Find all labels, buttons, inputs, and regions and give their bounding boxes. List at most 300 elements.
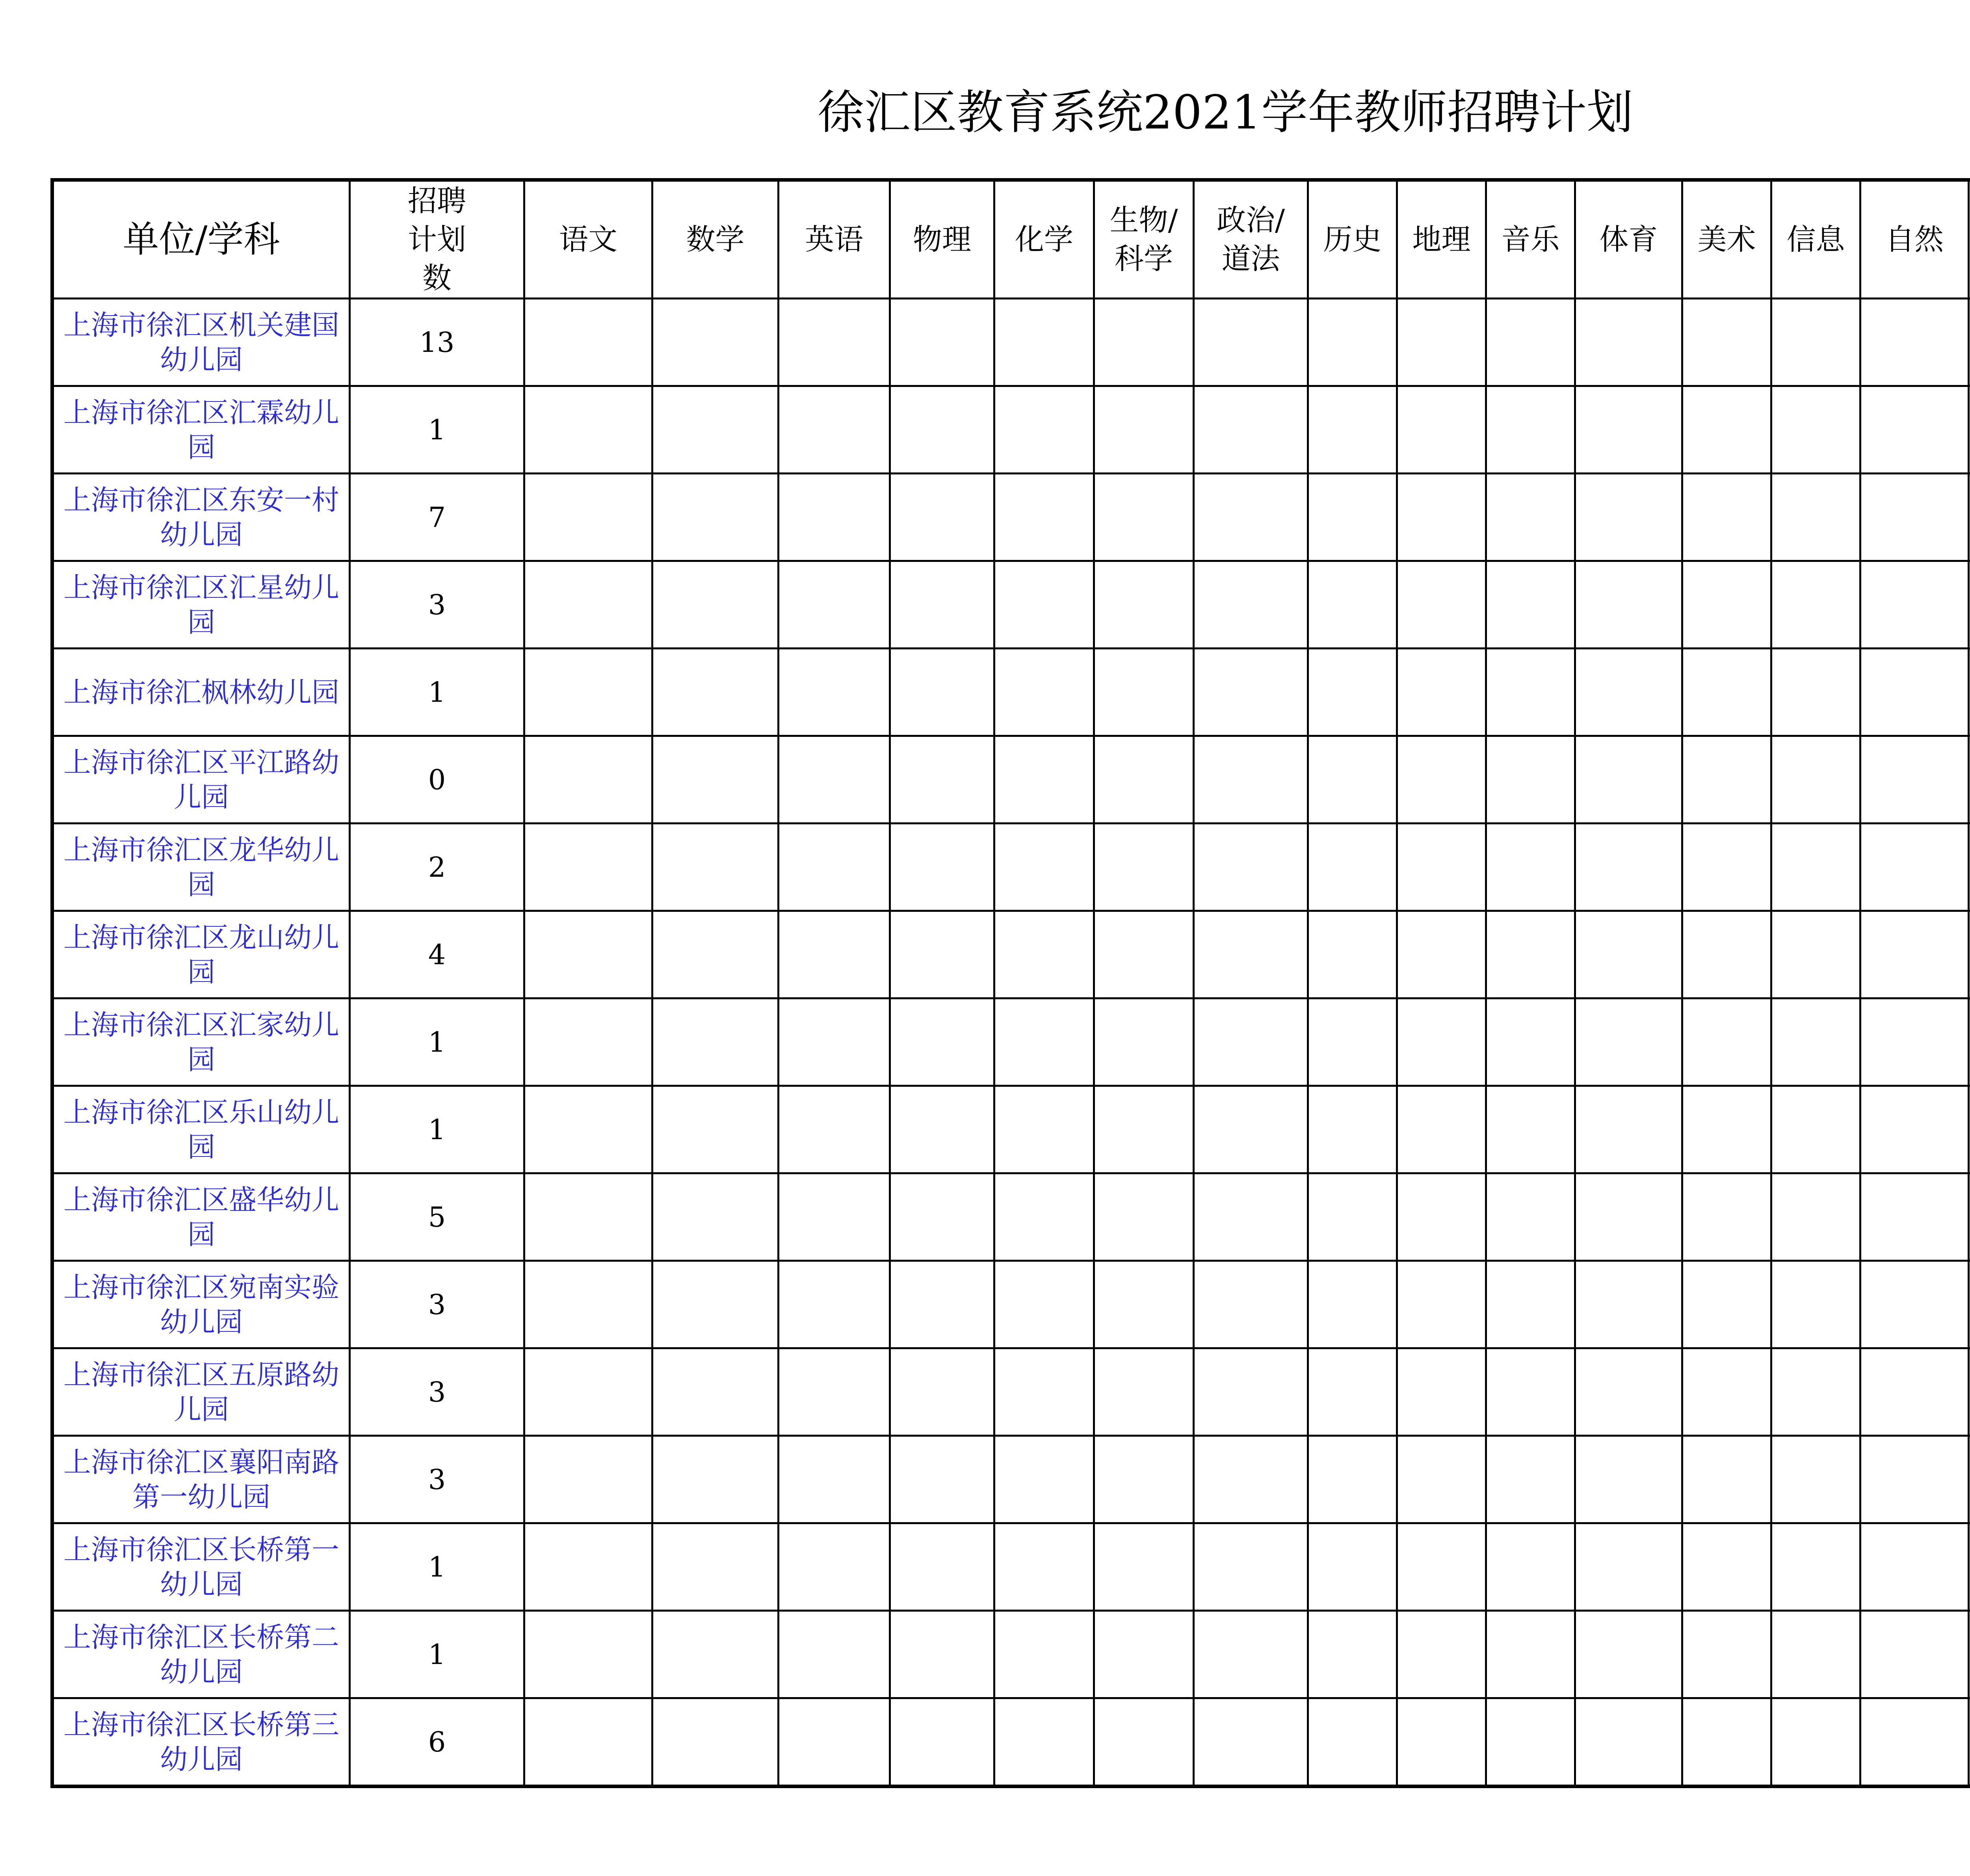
subject-cell-4	[994, 1698, 1094, 1787]
subject-cell-12	[1771, 736, 1860, 824]
subject-cell-9	[1486, 474, 1575, 561]
table-row	[52, 1261, 1970, 1348]
subject-cell-11	[1682, 1523, 1771, 1611]
subject-cell-9	[1486, 1523, 1575, 1611]
subject-cell-0	[524, 1261, 652, 1348]
subject-cell-14	[1969, 736, 1970, 824]
subject-cell-3	[890, 736, 994, 824]
subject-cell-8	[1397, 386, 1486, 474]
subject-cell-1	[652, 299, 779, 386]
subject-cell-12	[1771, 1086, 1860, 1173]
subject-cell-3	[890, 299, 994, 386]
table-row	[52, 998, 1970, 1086]
subject-cell-7	[1308, 649, 1397, 736]
subject-cell-4	[994, 1436, 1094, 1523]
subject-header-4: 化学	[994, 180, 1094, 299]
subject-cell-2	[779, 1698, 890, 1787]
subject-cell-2	[779, 911, 890, 998]
subject-cell-12	[1771, 824, 1860, 911]
subject-cell-0	[524, 998, 652, 1086]
subject-cell-14	[1969, 1348, 1970, 1436]
subject-cell-14	[1969, 386, 1970, 474]
unit-name-cell: 上海市徐汇区龙华幼儿园	[52, 824, 350, 911]
table-row	[52, 1611, 1970, 1698]
subject-cell-14	[1969, 911, 1970, 998]
subject-cell-3	[890, 911, 994, 998]
subject-cell-12	[1771, 1698, 1860, 1787]
subject-cell-8	[1397, 1086, 1486, 1173]
subject-cell-11	[1682, 1173, 1771, 1261]
subject-cell-14	[1969, 1611, 1970, 1698]
subject-cell-9	[1486, 911, 1575, 998]
subject-cell-7	[1308, 1086, 1397, 1173]
subject-cell-4	[994, 998, 1094, 1086]
subject-cell-0	[524, 1348, 652, 1436]
subject-cell-6	[1194, 1086, 1308, 1173]
subject-cell-4	[994, 824, 1094, 911]
plan-count-header	[350, 180, 524, 299]
subject-cell-6	[1194, 911, 1308, 998]
subject-cell-12	[1771, 998, 1860, 1086]
subject-cell-2	[779, 474, 890, 561]
subject-cell-8	[1397, 474, 1486, 561]
subject-cell-4	[994, 1348, 1094, 1436]
subject-cell-2	[779, 299, 890, 386]
subject-cell-3	[890, 1436, 994, 1523]
subject-cell-1	[652, 1261, 779, 1348]
subject-cell-1	[652, 1086, 779, 1173]
subject-cell-10	[1575, 1086, 1682, 1173]
subject-cell-0	[524, 1086, 652, 1173]
subject-cell-12	[1771, 1436, 1860, 1523]
unit-name-cell: 上海市徐汇区襄阳南路第一幼儿园	[52, 1436, 350, 1523]
subject-cell-13	[1860, 386, 1969, 474]
subject-cell-0	[524, 299, 652, 386]
subject-cell-9	[1486, 1086, 1575, 1173]
subject-cell-13	[1860, 1173, 1969, 1261]
subject-header-11: 美术	[1682, 180, 1771, 299]
table-row	[52, 1086, 1970, 1173]
subject-cell-10	[1575, 824, 1682, 911]
plan-count-cell: 3	[350, 1436, 524, 1523]
subject-cell-7	[1308, 1523, 1397, 1611]
table-row	[52, 386, 1970, 474]
subject-cell-10	[1575, 1523, 1682, 1611]
subject-cell-13	[1860, 1261, 1969, 1348]
subject-cell-8	[1397, 1698, 1486, 1787]
subject-cell-7	[1308, 474, 1397, 561]
subject-header-8: 地理	[1397, 180, 1486, 299]
subject-cell-3	[890, 1523, 994, 1611]
subject-cell-10	[1575, 1698, 1682, 1787]
subject-cell-3	[890, 649, 994, 736]
table-row	[52, 736, 1970, 824]
subject-cell-7	[1308, 911, 1397, 998]
subject-cell-1	[652, 1698, 779, 1787]
subject-header-7: 历史	[1308, 180, 1397, 299]
subject-cell-5	[1094, 824, 1194, 911]
subject-cell-9	[1486, 824, 1575, 911]
subject-cell-14	[1969, 1436, 1970, 1523]
subject-header-14	[1969, 180, 1970, 299]
subject-cell-14	[1969, 561, 1970, 649]
subject-cell-9	[1486, 1436, 1575, 1523]
subject-cell-1	[652, 736, 779, 824]
subject-cell-14	[1969, 1261, 1970, 1348]
subject-cell-9	[1486, 1348, 1575, 1436]
plan-count-cell: 1	[350, 998, 524, 1086]
subject-cell-10	[1575, 1261, 1682, 1348]
subject-cell-5	[1094, 998, 1194, 1086]
subject-cell-12	[1771, 386, 1860, 474]
subject-cell-3	[890, 561, 994, 649]
subject-cell-5	[1094, 1523, 1194, 1611]
unit-name-cell: 上海市徐汇区汇家幼儿园	[52, 998, 350, 1086]
subject-cell-13	[1860, 824, 1969, 911]
subject-cell-10	[1575, 736, 1682, 824]
subject-cell-3	[890, 1611, 994, 1698]
subject-cell-9	[1486, 1611, 1575, 1698]
subject-cell-3	[890, 1698, 994, 1787]
subject-cell-8	[1397, 1173, 1486, 1261]
subject-cell-13	[1860, 649, 1969, 736]
subject-cell-0	[524, 649, 652, 736]
subject-cell-4	[994, 649, 1094, 736]
subject-cell-12	[1771, 561, 1860, 649]
subject-cell-6	[1194, 1611, 1308, 1698]
subject-cell-7	[1308, 1436, 1397, 1523]
subject-cell-8	[1397, 911, 1486, 998]
subject-cell-3	[890, 386, 994, 474]
subject-header-0: 语文	[524, 180, 652, 299]
subject-cell-4	[994, 911, 1094, 998]
subject-cell-5	[1094, 1611, 1194, 1698]
subject-cell-12	[1771, 299, 1860, 386]
subject-cell-8	[1397, 998, 1486, 1086]
subject-cell-11	[1682, 1698, 1771, 1787]
subject-cell-8	[1397, 1348, 1486, 1436]
subject-cell-0	[524, 736, 652, 824]
table-row	[52, 1523, 1970, 1611]
subject-cell-12	[1771, 1261, 1860, 1348]
subject-cell-14	[1969, 474, 1970, 561]
unit-name-cell: 上海市徐汇区汇霖幼儿园	[52, 386, 350, 474]
subject-cell-3	[890, 1173, 994, 1261]
subject-cell-1	[652, 1173, 779, 1261]
subject-cell-10	[1575, 299, 1682, 386]
subject-cell-0	[524, 1698, 652, 1787]
subject-cell-5	[1094, 474, 1194, 561]
subject-cell-2	[779, 561, 890, 649]
plan-count-cell: 3	[350, 561, 524, 649]
unit-name-cell: 上海市徐汇区龙山幼儿园	[52, 911, 350, 998]
subject-cell-0	[524, 386, 652, 474]
table-row	[52, 299, 1970, 386]
subject-cell-1	[652, 911, 779, 998]
subject-cell-6	[1194, 736, 1308, 824]
subject-header-5: 生物/科学	[1094, 180, 1194, 299]
subject-header-3: 物理	[890, 180, 994, 299]
subject-cell-10	[1575, 561, 1682, 649]
subject-cell-5	[1094, 386, 1194, 474]
subject-cell-9	[1486, 998, 1575, 1086]
subject-cell-1	[652, 561, 779, 649]
subject-cell-2	[779, 998, 890, 1086]
unit-name-cell: 上海市徐汇区长桥第二幼儿园	[52, 1611, 350, 1698]
subject-cell-7	[1308, 1698, 1397, 1787]
table-row	[52, 824, 1970, 911]
subject-cell-6	[1194, 649, 1308, 736]
subject-cell-7	[1308, 1261, 1397, 1348]
subject-cell-4	[994, 299, 1094, 386]
subject-cell-2	[779, 736, 890, 824]
unit-name-cell: 上海市徐汇区乐山幼儿园	[52, 1086, 350, 1173]
subject-cell-7	[1308, 1611, 1397, 1698]
plan-count-cell: 1	[350, 1611, 524, 1698]
subject-cell-13	[1860, 561, 1969, 649]
subject-cell-14	[1969, 1698, 1970, 1787]
plan-count-header-label: 招聘计划数	[408, 184, 466, 295]
subject-cell-5	[1094, 911, 1194, 998]
subject-cell-11	[1682, 998, 1771, 1086]
plan-count-cell: 7	[350, 474, 524, 561]
subject-cell-12	[1771, 1173, 1860, 1261]
subject-cell-13	[1860, 1523, 1969, 1611]
subject-header-13: 自然	[1860, 180, 1969, 299]
subject-cell-3	[890, 1086, 994, 1173]
unit-name-cell: 上海市徐汇枫林幼儿园	[52, 649, 350, 736]
subject-cell-0	[524, 824, 652, 911]
subject-cell-2	[779, 386, 890, 474]
subject-cell-13	[1860, 299, 1969, 386]
subject-cell-7	[1308, 998, 1397, 1086]
subject-cell-12	[1771, 911, 1860, 998]
subject-cell-7	[1308, 299, 1397, 386]
subject-cell-4	[994, 1611, 1094, 1698]
plan-count-cell: 0	[350, 736, 524, 824]
unit-header: 单位/学科	[52, 180, 350, 299]
subject-cell-9	[1486, 386, 1575, 474]
subject-cell-0	[524, 911, 652, 998]
subject-cell-14	[1969, 1086, 1970, 1173]
subject-cell-10	[1575, 649, 1682, 736]
subject-cell-14	[1969, 824, 1970, 911]
subject-cell-12	[1771, 649, 1860, 736]
subject-cell-12	[1771, 1348, 1860, 1436]
subject-cell-4	[994, 736, 1094, 824]
subject-cell-9	[1486, 649, 1575, 736]
page-title: 徐汇区教育系统2021学年教师招聘计划	[817, 85, 1634, 139]
subject-cell-6	[1194, 561, 1308, 649]
plan-count-cell: 1	[350, 386, 524, 474]
subject-cell-10	[1575, 1436, 1682, 1523]
subject-cell-3	[890, 1348, 994, 1436]
plan-count-cell: 4	[350, 911, 524, 998]
subject-header-12: 信息	[1771, 180, 1860, 299]
plan-count-cell: 13	[350, 299, 524, 386]
plan-count-cell: 3	[350, 1348, 524, 1436]
table-row	[52, 1348, 1970, 1436]
table-row	[52, 649, 1970, 736]
subject-cell-11	[1682, 736, 1771, 824]
subject-cell-2	[779, 824, 890, 911]
subject-cell-3	[890, 824, 994, 911]
subject-cell-1	[652, 824, 779, 911]
subject-cell-6	[1194, 1261, 1308, 1348]
subject-cell-10	[1575, 1611, 1682, 1698]
subject-cell-6	[1194, 474, 1308, 561]
subject-cell-8	[1397, 1261, 1486, 1348]
subject-cell-14	[1969, 649, 1970, 736]
subject-cell-11	[1682, 824, 1771, 911]
subject-header-2: 英语	[779, 180, 890, 299]
plan-count-cell: 3	[350, 1261, 524, 1348]
subject-cell-13	[1860, 1698, 1969, 1787]
recruitment-plan-table	[50, 178, 1970, 1788]
subject-cell-13	[1860, 1611, 1969, 1698]
subject-header-10: 体育	[1575, 180, 1682, 299]
subject-cell-4	[994, 1523, 1094, 1611]
subject-cell-6	[1194, 1698, 1308, 1787]
subject-cell-11	[1682, 1261, 1771, 1348]
subject-cell-2	[779, 1086, 890, 1173]
subject-cell-0	[524, 1523, 652, 1611]
subject-cell-6	[1194, 386, 1308, 474]
subject-cell-2	[779, 1611, 890, 1698]
plan-count-cell: 6	[350, 1698, 524, 1787]
subject-cell-2	[779, 1523, 890, 1611]
subject-cell-13	[1860, 998, 1969, 1086]
plan-count-cell: 1	[350, 1523, 524, 1611]
subject-cell-1	[652, 998, 779, 1086]
unit-name-cell: 上海市徐汇区东安一村幼儿园	[52, 474, 350, 561]
subject-cell-6	[1194, 824, 1308, 911]
subject-cell-5	[1094, 1173, 1194, 1261]
subject-cell-6	[1194, 299, 1308, 386]
unit-name-cell: 上海市徐汇区宛南实验幼儿园	[52, 1261, 350, 1348]
table-row	[52, 1698, 1970, 1787]
subject-cell-7	[1308, 561, 1397, 649]
subject-cell-3	[890, 1261, 994, 1348]
subject-cell-10	[1575, 1348, 1682, 1436]
subject-cell-13	[1860, 736, 1969, 824]
subject-cell-8	[1397, 736, 1486, 824]
unit-name-cell: 上海市徐汇区平江路幼儿园	[52, 736, 350, 824]
subject-cell-2	[779, 1261, 890, 1348]
subject-cell-5	[1094, 561, 1194, 649]
subject-cell-2	[779, 1173, 890, 1261]
subject-cell-13	[1860, 1436, 1969, 1523]
subject-cell-9	[1486, 736, 1575, 824]
subject-cell-11	[1682, 649, 1771, 736]
subject-cell-9	[1486, 1173, 1575, 1261]
subject-cell-14	[1969, 1523, 1970, 1611]
subject-cell-2	[779, 649, 890, 736]
subject-header-1: 数学	[652, 180, 779, 299]
table-row	[52, 561, 1970, 649]
subject-cell-11	[1682, 299, 1771, 386]
plan-count-cell: 5	[350, 1173, 524, 1261]
subject-cell-4	[994, 1173, 1094, 1261]
subject-cell-5	[1094, 649, 1194, 736]
subject-cell-12	[1771, 474, 1860, 561]
subject-cell-10	[1575, 998, 1682, 1086]
subject-cell-7	[1308, 824, 1397, 911]
unit-name-cell: 上海市徐汇区长桥第一幼儿园	[52, 1523, 350, 1611]
unit-name-cell: 上海市徐汇区机关建国幼儿园	[52, 299, 350, 386]
plan-count-cell: 1	[350, 1086, 524, 1173]
subject-cell-9	[1486, 299, 1575, 386]
subject-cell-8	[1397, 299, 1486, 386]
subject-cell-9	[1486, 1698, 1575, 1787]
subject-cell-6	[1194, 1523, 1308, 1611]
subject-cell-2	[779, 1348, 890, 1436]
subject-cell-14	[1969, 1173, 1970, 1261]
subject-cell-11	[1682, 386, 1771, 474]
table-row	[52, 1173, 1970, 1261]
subject-cell-13	[1860, 911, 1969, 998]
unit-name-cell: 上海市徐汇区长桥第三幼儿园	[52, 1698, 350, 1787]
subject-cell-10	[1575, 474, 1682, 561]
subject-cell-1	[652, 649, 779, 736]
table-row	[52, 474, 1970, 561]
subject-cell-8	[1397, 1611, 1486, 1698]
subject-cell-8	[1397, 649, 1486, 736]
unit-name-cell: 上海市徐汇区五原路幼儿园	[52, 1348, 350, 1436]
subject-cell-5	[1094, 1698, 1194, 1787]
subject-cell-6	[1194, 1436, 1308, 1523]
subject-cell-8	[1397, 561, 1486, 649]
subject-cell-5	[1094, 736, 1194, 824]
subject-cell-4	[994, 474, 1094, 561]
unit-name-cell: 上海市徐汇区汇星幼儿园	[52, 561, 350, 649]
subject-cell-12	[1771, 1523, 1860, 1611]
subject-cell-1	[652, 386, 779, 474]
table-row	[52, 1436, 1970, 1523]
subject-cell-10	[1575, 911, 1682, 998]
subject-cell-1	[652, 1348, 779, 1436]
subject-cell-0	[524, 561, 652, 649]
subject-cell-8	[1397, 1523, 1486, 1611]
subject-cell-12	[1771, 1611, 1860, 1698]
subject-cell-4	[994, 561, 1094, 649]
subject-cell-6	[1194, 998, 1308, 1086]
subject-cell-8	[1397, 824, 1486, 911]
subject-cell-11	[1682, 1348, 1771, 1436]
subject-cell-0	[524, 1436, 652, 1523]
subject-cell-1	[652, 1611, 779, 1698]
plan-count-cell: 1	[350, 649, 524, 736]
subject-cell-1	[652, 1523, 779, 1611]
subject-cell-13	[1860, 1086, 1969, 1173]
subject-cell-3	[890, 998, 994, 1086]
subject-cell-10	[1575, 1173, 1682, 1261]
table-body	[52, 299, 1970, 1787]
subject-cell-11	[1682, 561, 1771, 649]
subject-cell-5	[1094, 299, 1194, 386]
subject-cell-14	[1969, 299, 1970, 386]
subject-cell-4	[994, 1261, 1094, 1348]
subject-cell-4	[994, 1086, 1094, 1173]
subject-cell-11	[1682, 1086, 1771, 1173]
subject-cell-14	[1969, 998, 1970, 1086]
subject-cell-11	[1682, 474, 1771, 561]
subject-cell-7	[1308, 386, 1397, 474]
subject-cell-9	[1486, 561, 1575, 649]
subject-cell-8	[1397, 1436, 1486, 1523]
subject-header-6: 政治/道法	[1194, 180, 1308, 299]
subject-cell-0	[524, 474, 652, 561]
